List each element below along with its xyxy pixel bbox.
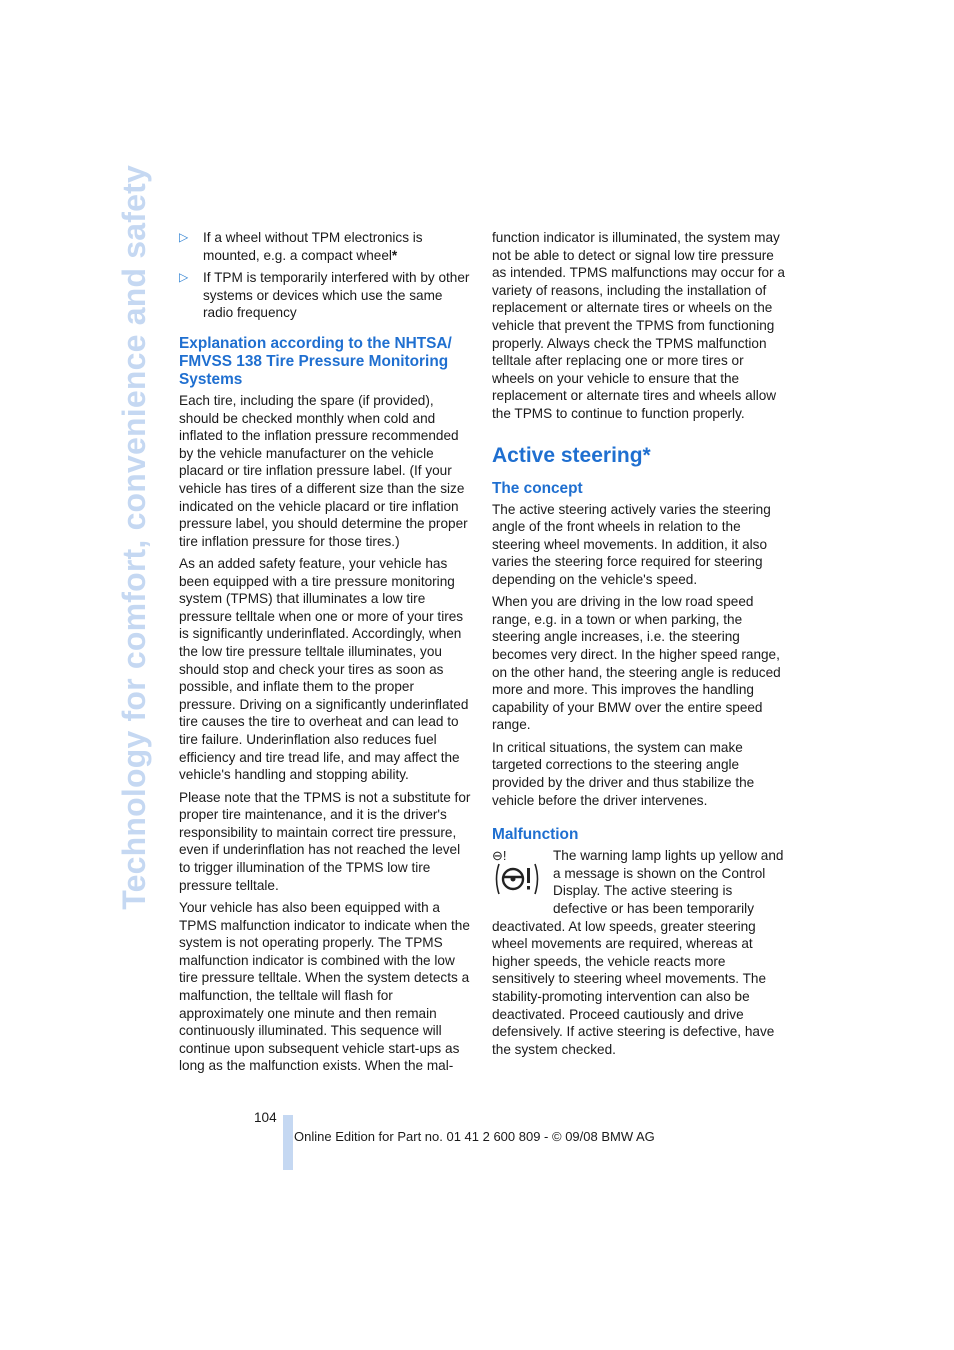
steering-warning-small-icon: ⊖! (492, 848, 507, 864)
bullet-text: If a wheel without TPM electronics is mounted, e.g. a compact wheel* (203, 230, 423, 263)
warning-icons (492, 847, 550, 903)
subheading-concept: The concept (492, 479, 583, 497)
triangle-bullet-icon: ▷ (179, 230, 189, 244)
bullet-text: If TPM is temporarily interfered with by other systems or devices which use the same radio frequency (203, 270, 470, 321)
paragraph: In critical situations, the system can make targeted corrections to the steering angle provided by the driver and thus stabilize the vehicle before the driver intervenes. (492, 739, 755, 808)
section-heading-nhtsa: Explanation according to the NHTSA/ FMVSS 138 Tire Pressure Monitoring Systems (179, 334, 452, 388)
paragraph: Please note that the TPMS is not a substitute for proper tire maintenance, and it is the driver's responsibility to maintain correct tire pressure, even if underinflation has not reached the level to trigger illumination of the TPMS low tire pressure telltale. (179, 789, 471, 893)
paragraph: Each tire, including the spare (if provided), should be checked monthly when cold and inflated to the inflation pressure recommended by the vehicle manufacturer on the vehicle placard or tire inflation pressure label. (If your vehicle has tires of a different size than the size indicated on the vehicle placard or tire inflation pressure label, you should determine the proper tire inflation pressure for those tires.) (179, 392, 468, 549)
footer-edition-text: Online Edition for Part no. 01 41 2 600 809 - © 09/08 BMW AG (294, 1129, 655, 1144)
footer-accent-bar (283, 1115, 293, 1170)
paragraph: Your vehicle has also been equipped with a TPMS malfunction indicator to indicate when the system is not operating properly. The TPMS malfunction indicator is combined with the low tire pressure telltale. When the system detects a malfunction, the telltale will flash for approximately one minute and then remain continuously illuminated. This sequence will continue upon subsequent vehicle start-ups as long as the malfunction exists. When the mal- (179, 899, 470, 1074)
page-number: 104 (254, 1110, 277, 1125)
bullet-item (179, 269, 471, 322)
paragraph: The active steering actively varies the steering angle of the front wheels in relation to the steering wheel movements. In addition, it also varies the steering force required for steering depending on the vehicle's speed. (492, 501, 771, 587)
subheading-malfunction: Malfunction (492, 826, 579, 844)
left-column (179, 229, 471, 1080)
right-column (492, 229, 785, 1063)
malfunction-paragraph: The warning lamp lights up yellow and a message is shown on the Control Display. The active steering is defective or has been temporarily deactivated. At low speeds, greater steering wheel movements are required, whereas at higher speeds, the vehicle reacts more sensitively to steering wheel movements. The stability-promoting intervention can also be deactivated. Proceed cautiously and drive defensively. If active steering is defective, have the system checked. (492, 848, 784, 1057)
chapter-side-title (112, 165, 156, 910)
bullet-item (179, 229, 471, 264)
paragraph: As an added safety feature, your vehicle has been equipped with a tire pressure monitoring system (TPMS) that illuminates a low tire pressure telltale when one or more of your tires is significantly underinflated. Accordingly, when the low tire pressure telltale illuminates, you should stop and check your tires as soon as possible, and inflate them to the proper pressure. Driving on a significantly underinflated tire causes the tire to overheat and can lead to tire failure. Underinflation also reduces fuel efficiency and tire tread life, and may affect the vehicle's handling and stopping ability. (179, 556, 469, 783)
chapter-side-title-text: Technology for comfort, convenience and safety (115, 165, 152, 910)
steering-warning-lamp-icon (493, 862, 541, 896)
malfunction-block (492, 847, 785, 1058)
section-title-active-steering: Active steering* (492, 443, 651, 467)
triangle-bullet-icon: ▷ (179, 270, 189, 285)
paragraph: When you are driving in the low road speed range, e.g. in a town or when parking, the steering angle increases, i.e. the steering becomes very direct. In the higher speed range, on the other hand, the steering angle is reduced more and more. This improves the handling capability of your BMW over the entire speed range. (492, 594, 781, 733)
paragraph-continuation: function indicator is illuminated, the system may not be able to detect or signal low tire pressure as intended. TPMS malfunctions may occur for a variety of reasons, including the installation of replacement or alternate tires or wheels on the vehicle that prevent the TPMS from functioning properly. Always check the TPMS malfunction telltale after replacing one or more tires or wheels on your vehicle to ensure that the replacement or alternate tires and wheels allow the TPMS to continue to function properly. (492, 230, 785, 421)
